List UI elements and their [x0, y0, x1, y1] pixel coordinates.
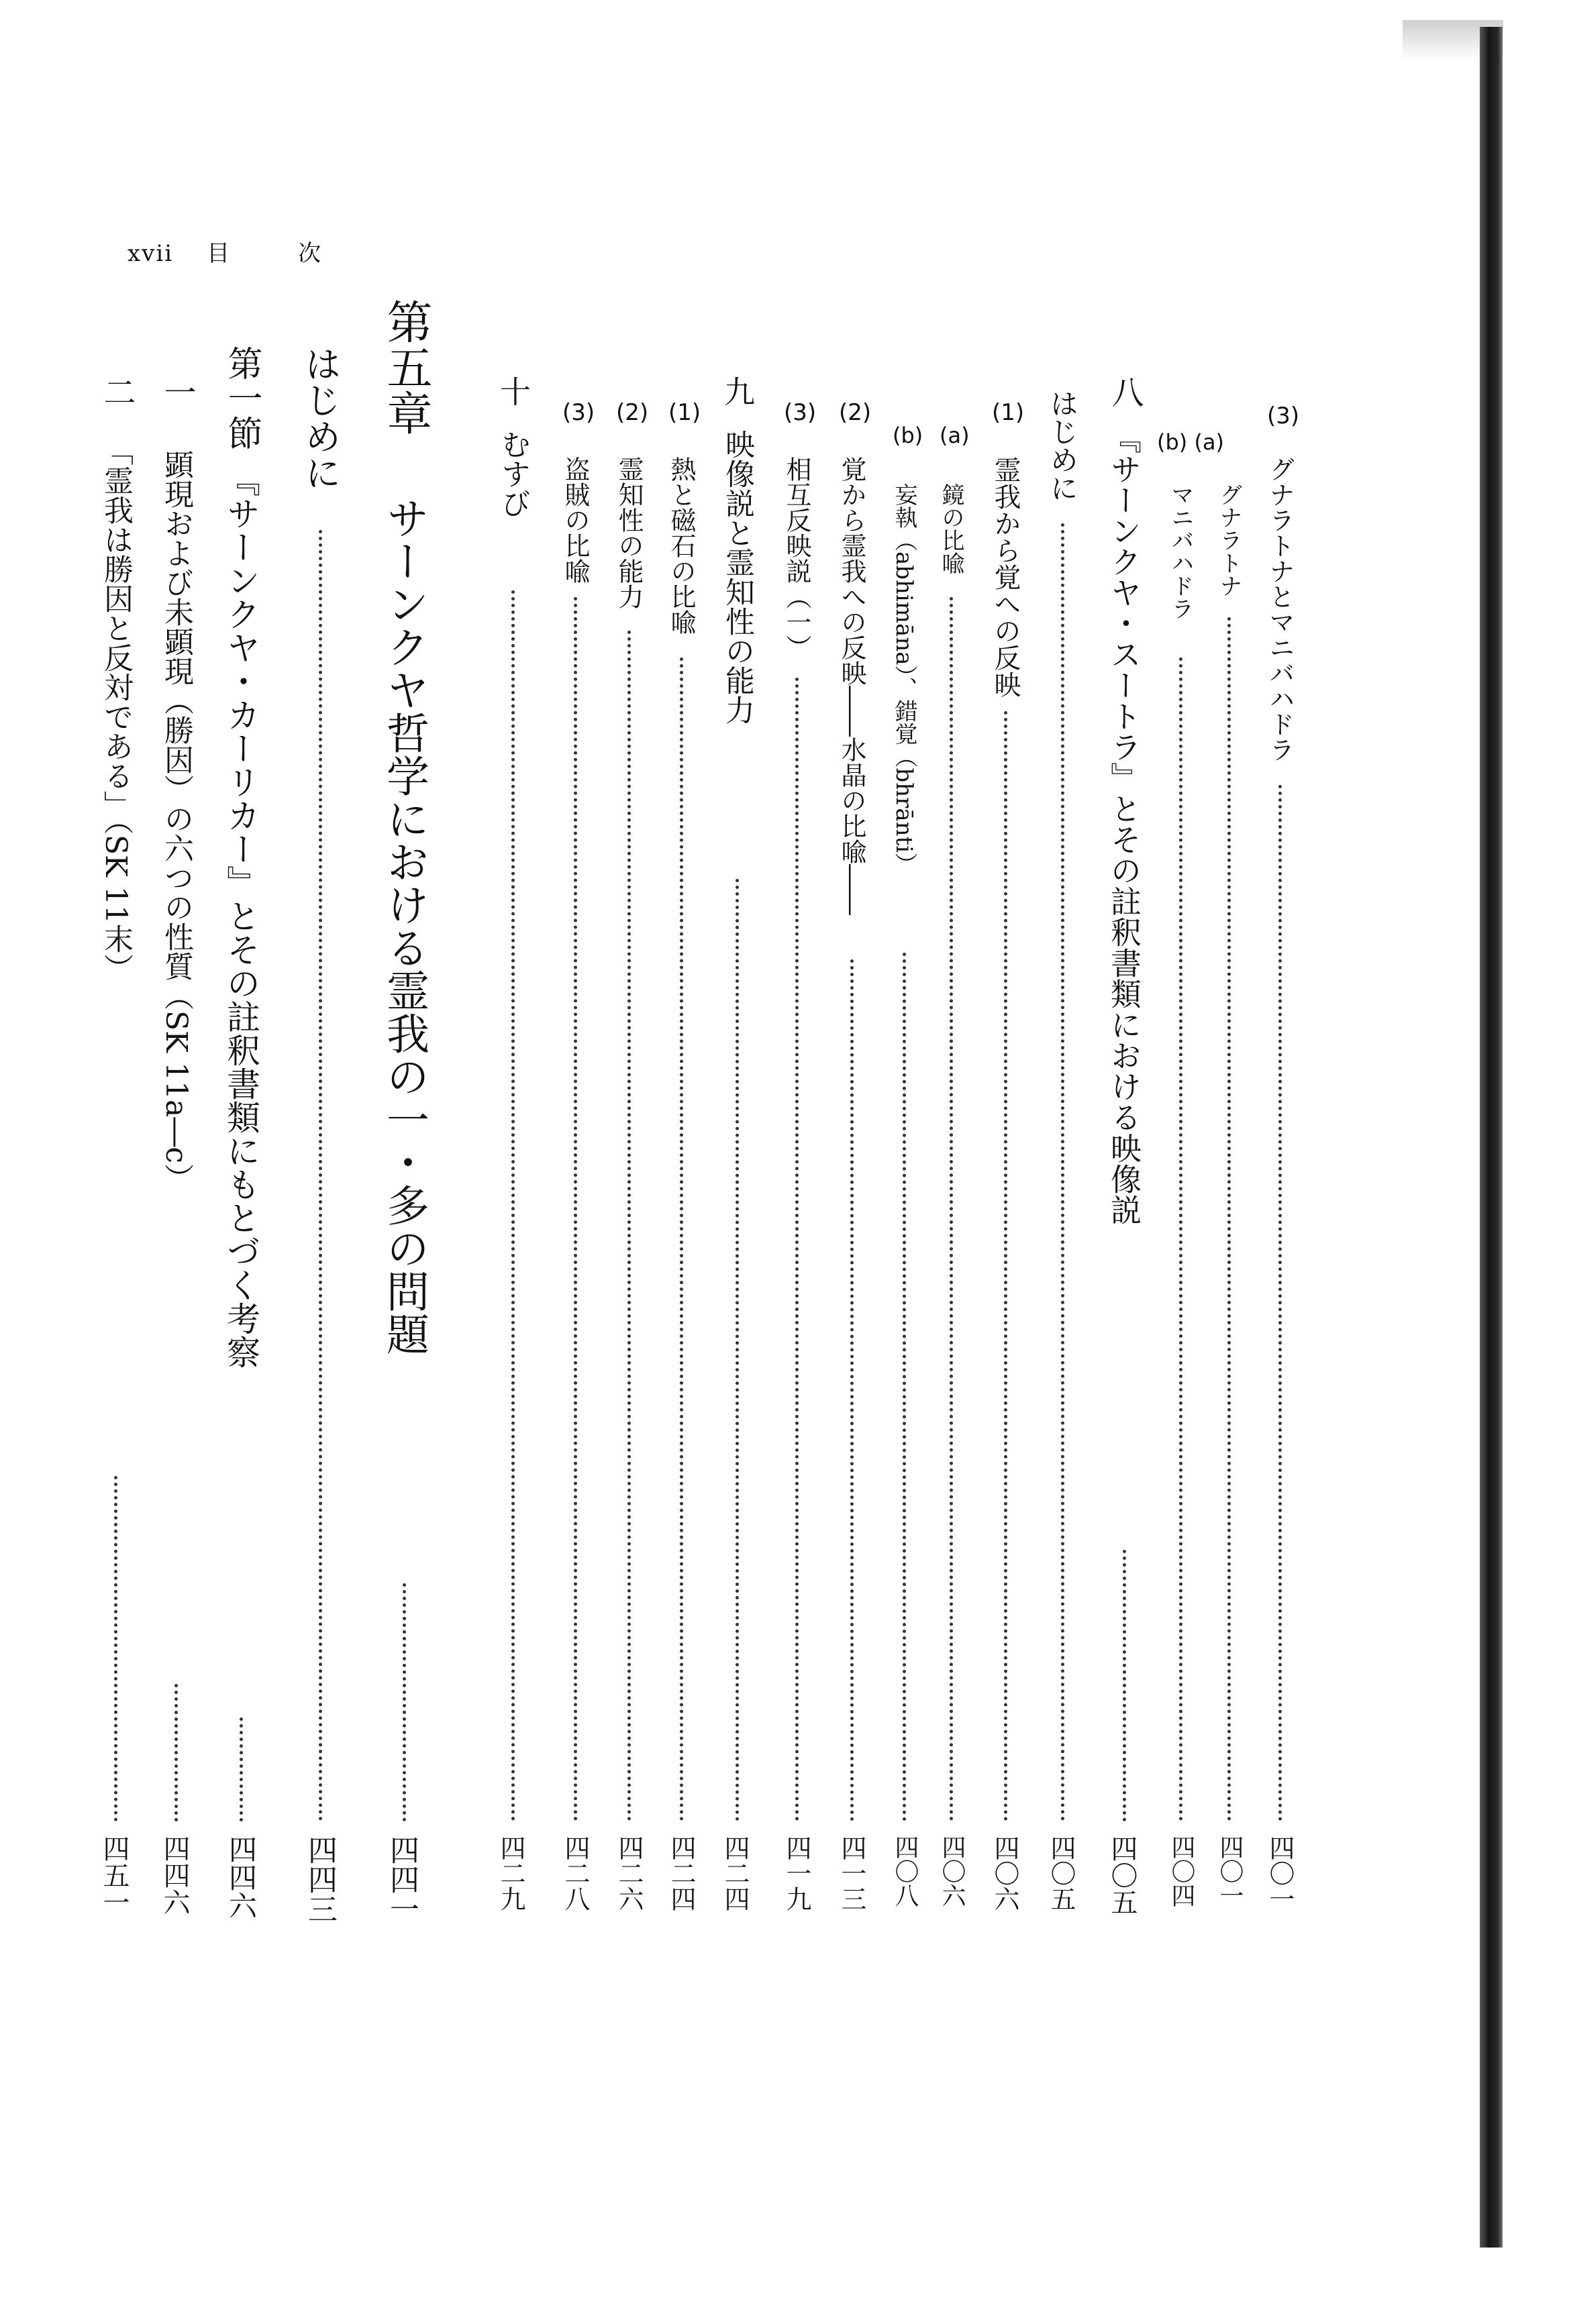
- entry-title: はじめに: [1046, 389, 1079, 502]
- page-number: 四二四: [720, 1835, 750, 1911]
- entry-marker: (3): [1267, 403, 1300, 429]
- entry-marker: (2): [616, 399, 649, 426]
- page-number: 四〇一: [1265, 1835, 1295, 1911]
- entry-marker: (3): [784, 399, 817, 426]
- entry-marker: 九: [719, 376, 756, 407]
- entry-marker: (a): [940, 423, 970, 448]
- leader-dots: [1179, 657, 1182, 1821]
- leader-dots: [174, 1684, 178, 1821]
- page-number: 四二九: [496, 1835, 525, 1911]
- leader-dots: [627, 631, 631, 1821]
- leader-dots: [903, 953, 906, 1821]
- leader-dots: [319, 530, 322, 1821]
- leader-dots: [1123, 1550, 1126, 1821]
- entry-marker: 一: [158, 376, 196, 408]
- leader-dots: [403, 1583, 406, 1821]
- entry-marker: (b): [893, 423, 923, 448]
- entry-title: 『サーンクヤ・カーリカー』とその註釈書類にもとづく考察: [221, 463, 260, 1369]
- leader-dots: [1004, 711, 1007, 1821]
- entry-title: 顕現および未顕現（勝因）の六つの性質（SK 11a―c）: [159, 450, 193, 1193]
- entry-title: 覚から霊我への反映――水晶の比喩――: [837, 456, 866, 915]
- entry-marker: 二: [98, 376, 136, 408]
- entry-title: 相互反映説（一）: [782, 456, 811, 660]
- entry-title: むすび: [496, 429, 530, 518]
- entry-title: 「霊我は勝因と反対である」（SK 11末）: [99, 436, 133, 983]
- entry-marker: 第一節: [221, 346, 262, 450]
- entry-title: グナラトナ: [1215, 483, 1242, 597]
- page-number: 四〇五: [1046, 1835, 1076, 1911]
- entry-marker: 十: [495, 376, 532, 407]
- page-number: 四〇六: [990, 1835, 1019, 1911]
- entry-title: マニバハドラ: [1167, 483, 1194, 620]
- page-number: 四一三: [837, 1835, 866, 1911]
- entry-title: グナラトナとマニバハドラ: [1265, 456, 1295, 762]
- leader-dots: [950, 597, 953, 1821]
- leader-dots: [574, 597, 577, 1821]
- page-number: 四二八: [560, 1835, 590, 1911]
- page-number: 四五一: [99, 1835, 130, 1915]
- entry-marker: (1): [668, 399, 701, 426]
- page-number: 四一九: [782, 1835, 811, 1911]
- leader-dots: [1227, 617, 1231, 1821]
- page-number: 四〇四: [1168, 1835, 1195, 1907]
- leader-dots: [1278, 785, 1282, 1821]
- header-title-ji: 次: [298, 240, 323, 267]
- entry-title: はじめに: [299, 346, 342, 490]
- page-number: 四四六: [225, 1835, 258, 1919]
- entry-marker: 八: [1106, 376, 1144, 408]
- page-number: 四四一: [385, 1835, 419, 1923]
- entry-title: 霊知性の能力: [614, 456, 644, 609]
- entry-marker: 第五章: [379, 299, 432, 435]
- entry-marker: (3): [562, 399, 595, 426]
- header-page-number: xvii: [128, 240, 174, 267]
- entry-title: 霊我から覚への反映: [990, 456, 1021, 698]
- page-number: 四〇一: [1216, 1835, 1244, 1907]
- entry-title: 映像説と霊知性の能力: [720, 429, 754, 725]
- leader-dots: [795, 678, 799, 1821]
- leader-dots: [680, 657, 683, 1821]
- entry-title: 盗賊の比喩: [560, 456, 590, 584]
- page-number: 四〇五: [1107, 1835, 1137, 1915]
- leader-dots: [736, 879, 739, 1821]
- page-number: 四四三: [303, 1835, 337, 1923]
- page-number: 四二四: [666, 1835, 696, 1911]
- leader-dots: [511, 590, 515, 1821]
- entry-title: 熱と磁石の比喩: [666, 456, 696, 635]
- entry-title: サーンクヤ哲学における霊我の一・多の問題: [379, 496, 429, 1355]
- entry-title: 『サーンクヤ・スートラ』とその註釈書類における映像説: [1106, 423, 1142, 1225]
- leader-dots: [1061, 523, 1064, 1821]
- header-title-moku: 目: [207, 240, 232, 267]
- entry-marker: (1): [992, 399, 1025, 426]
- page-number: 四〇八: [891, 1835, 919, 1907]
- leader-dots: [114, 1476, 117, 1821]
- entry-marker: (2): [839, 399, 872, 426]
- entry-marker: (b) (a): [1157, 429, 1225, 455]
- page-number: 四四六: [159, 1835, 190, 1915]
- leader-dots: [240, 1718, 243, 1821]
- page-number: 四〇六: [938, 1835, 966, 1907]
- entry-title: 妄執（abhimāna）、錯覚（bhrānti）: [891, 483, 917, 876]
- leader-dots: [850, 959, 854, 1821]
- page-number: 四二六: [614, 1835, 644, 1911]
- entry-title: 鏡の比喩: [938, 483, 964, 574]
